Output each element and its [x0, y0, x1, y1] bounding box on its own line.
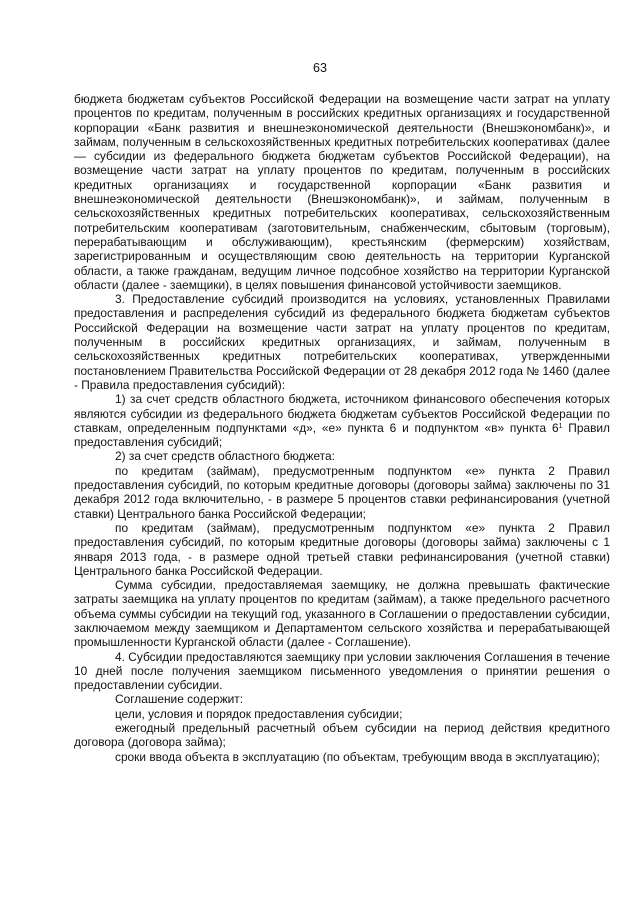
paragraph-annual-limit: ежегодный предельный расчетный объем субсидии на период действия кредитного договора (договора займа); — [74, 721, 610, 750]
paragraph-subsidy-amount: Сумма субсидии, предоставляемая заемщику, не должна превышать фактические затраты заемщика на уплату процентов по кредитам (займам), а также предельного расчетного объема суммы субсидии на текущий год, указанного в Соглашении о предоставлении субсидии, заключаемом между заемщиком и Департаментом сельского хозяйства и перерабатывающей промышленности Курганской области (далее - Соглашение). — [74, 578, 610, 650]
paragraph-agreement-contains: Соглашение содержит: — [115, 692, 244, 707]
paragraph-subitem-2: 2) за счет средств областного бюджета: — [115, 449, 335, 464]
paragraph-continuation: бюджета бюджетам субъектов Российской Федерации на возмещение части затрат на уплату процентов по кредитам, полученным в российских кредитных организациях и государственной корпорации «Банк развития и внешнеэкономической деятельности (Внешэкономбанк)», и займам, полученным в сельскохозяйственных кредитных потребительских кооперативах (далее — субсидии из федерального бюджета бюджетам субъектов Российской Федерации), на возмещение части затрат на уплату процентов по кредитам, полученным в российских кредитных организациях и государственной корпорации «Банк развития и внешнеэкономической деятельности (Внешэкономбанк)», и займам, полученным в сельскохозяйственных кредитных потребительских кооперативах, сельскохозяйственным потребительским кооперативам (заготовительным, снабженческим, сбытовым (торговым), перерабатывающим и обслуживающим), крестьянским (фермерским) хозяйствам, зарегистрированным и осуществляющим свою деятельность на территории Курганской области, а также гражданам, ведущим личное подсобное хозяйство на территории Курганской области (далее - заемщики), в целях повышения финансовой устойчивости заемщиков. — [74, 92, 610, 292]
page-number: 63 — [313, 61, 327, 75]
superscript-marker: 1 — [558, 422, 563, 430]
paragraph-goals-conditions: цели, условия и порядок предоставления субсидии; — [115, 706, 403, 721]
paragraph-rate-from-2013: по кредитам (займам), предусмотренным подпунктом «е» пункта 2 Правил предоставления субсидий, по которым кредитные договоры (договоры займа) заключены с 1 января 2013 года, - в размере одной третьей ставки рефинансирования (учетной ставки) Центрального банка Российской Федерации. — [74, 520, 610, 578]
paragraph-commissioning-terms: сроки ввода объекта в эксплуатацию (по объектам, требующим ввода в эксплуатацию); — [115, 749, 600, 764]
paragraph-subitem-1 — [74, 392, 610, 449]
paragraph-rate-until-2012: по кредитам (займам), предусмотренным подпунктом «е» пункта 2 Правил предоставления субсидий, по которым кредитные договоры (договоры займа) заключены по 31 декабря 2012 года включительно, - в размере 5 процентов ставки рефинансирования (учетной ставки) Центрального банка Российской Федерации; — [74, 463, 610, 521]
subitem-1-text-end: Правил предоставления субсидий; — [74, 420, 610, 450]
document-body — [74, 92, 610, 764]
paragraph-item-3: 3. Предоставление субсидий производится на условиях, установленных Правилами предоставления и распределения субсидий из федерального бюджета бюджетам субъектов Российской Федерации на возмещение части затрат на уплату процентов по кредитам, полученным в российских кредитных организациях, и займам, полученным в сельскохозяйственных кредитных потребительских кооперативах, утвержденными постановлением Правительства Российской Федерации от 28 декабря 2012 года № 1460 (далее - Правила предоставления субсидий): — [74, 292, 610, 392]
subitem-1-text: 1) за счет средств областного бюджета, источником финансового обеспечения которых являются субсидии из федерального бюджета бюджетам субъектов Российской Федерации по ставкам, определенным подпунктами «д», «е» пункта 6 и подпунктом «в» пункта 6 — [74, 392, 610, 435]
paragraph-item-4: 4. Субсидии предоставляются заемщику при условии заключения Соглашения в течение 10 дней после получения заемщиком письменного уведомления о принятии решения о предоставлении субсидии. — [74, 649, 610, 693]
